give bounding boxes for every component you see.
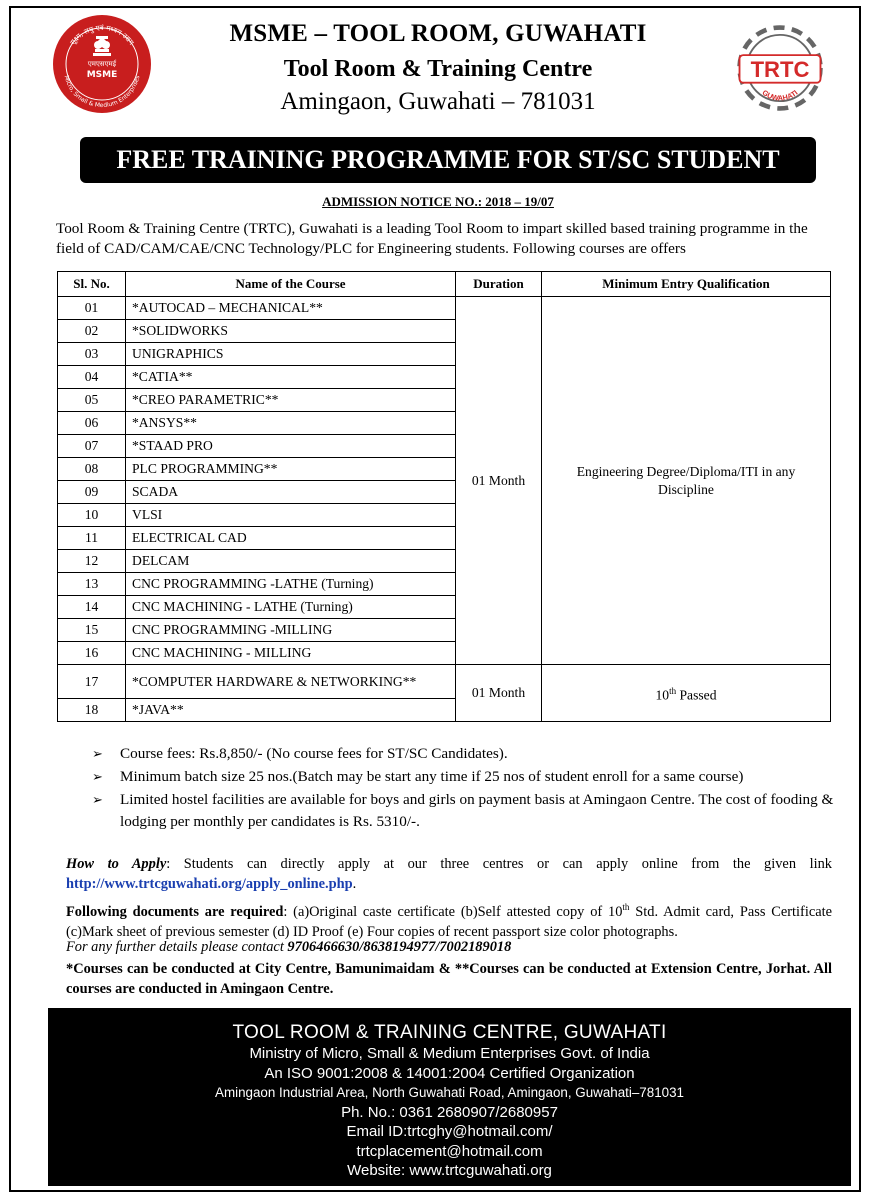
footer-email-1[interactable]: Email ID:trtcghy@hotmail.com/ (346, 1123, 553, 1140)
cell-course-name: CNC PROGRAMMING -LATHE (Turning) (126, 573, 456, 596)
contact-info: For any further details please contact 9706466630/8638194977/7002189018 (66, 939, 512, 955)
cell-course-name: *CREO PARAMETRIC** (126, 389, 456, 412)
arrow-bullet-icon: ➢ (92, 792, 103, 807)
table-row (58, 297, 831, 320)
cell-sl-no: 08 (58, 458, 126, 481)
cell-course-name: *AUTOCAD – MECHANICAL** (126, 297, 456, 320)
intro-paragraph: Tool Room & Training Centre (TRTC), Guwahati is a leading Tool Room to impart skilled based training programme in the field of CAD/CAM/CAE/CNC Technology/PLC for Engineering students. Following courses are offers (56, 220, 808, 257)
table-header-row (58, 272, 831, 297)
cell-sl-no: 16 (58, 642, 126, 665)
cell-course-name: VLSI (126, 504, 456, 527)
list-item: ➢ Course fees: Rs.8,850/- (No course fees for ST/SC Candidates). (92, 743, 837, 765)
org-title: MSME – TOOL ROOM, GUWAHATI (229, 20, 647, 47)
arrow-bullet-icon: ➢ (92, 746, 103, 761)
svg-text:एमएसएमई: एमएसएमई (87, 60, 117, 68)
cell-course-name: *COMPUTER HARDWARE & NETWORKING** (126, 665, 456, 699)
footer (48, 1008, 851, 1186)
cell-course-name: *STAAD PRO (126, 435, 456, 458)
qualification-sup: th (669, 685, 677, 696)
cell-course-name: *ANSYS** (126, 412, 456, 435)
admission-notice: ADMISSION NOTICE NO.: 2018 – 19/07 (322, 194, 554, 209)
cell-qualification (542, 665, 831, 722)
header-qualification: Minimum Entry Qualification (542, 272, 831, 297)
footer-address: Amingaon Industrial Area, North Guwahati Road, Amingaon, Guwahati–781031 (215, 1085, 684, 1100)
contact-phones: 9706466630/8638194977/7002189018 (287, 939, 512, 955)
info-bullets (92, 743, 837, 834)
how-to-apply: How to Apply: Students can directly apply at our three centres or can apply online from the given link http://www.trtcguwahati.org/apply_online.php. (66, 856, 832, 892)
cell-sl-no: 17 (58, 665, 126, 699)
cell-sl-no: 07 (58, 435, 126, 458)
header-sl-no: Sl. No. (58, 272, 126, 297)
footer-website[interactable]: Website: www.trtcguwahati.org (347, 1162, 552, 1179)
cell-sl-no: 11 (58, 527, 126, 550)
cell-sl-no: 04 (58, 366, 126, 389)
cell-sl-no: 06 (58, 412, 126, 435)
svg-text:GUWAHATI: GUWAHATI (760, 87, 800, 103)
cell-duration: 01 Month (456, 297, 542, 665)
qualification-text: 10 (655, 687, 670, 703)
footer-org: TOOL ROOM & TRAINING CENTRE, GUWAHATI (232, 1022, 667, 1043)
cell-course-name: *JAVA** (126, 699, 456, 722)
cell-sl-no: 14 (58, 596, 126, 619)
arrow-bullet-icon: ➢ (92, 769, 103, 784)
programme-banner: FREE TRAINING PROGRAMME FOR ST/SC STUDENT (80, 137, 816, 183)
footer-ministry: Ministry of Micro, Small & Medium Enterprises Govt. of India (249, 1045, 650, 1062)
cell-course-name: DELCAM (126, 550, 456, 573)
cell-sl-no: 15 (58, 619, 126, 642)
svg-text:सूक्ष्म, लघु एवं मध्यम उद्यम: सूक्ष्म, लघु एवं मध्यम उद्यम (68, 23, 136, 47)
svg-text:TRTC: TRTC (750, 57, 810, 83)
org-subtitle: Tool Room & Training Centre (283, 56, 593, 82)
centres-note: *Courses can be conducted at City Centre, Bamunimaidam & **Courses can be conducted at Extension Centre, Jorhat. All courses are conducted in Amingaon Centre. (66, 961, 832, 997)
footer-email-2[interactable]: trtcplacement@hotmail.com (356, 1142, 543, 1160)
cell-sl-no: 01 (58, 297, 126, 320)
footer-iso: An ISO 9001:2008 & 14001:2004 Certified Organization (264, 1064, 635, 1082)
cell-course-name: ELECTRICAL CAD (126, 527, 456, 550)
header-course-name: Name of the Course (126, 272, 456, 297)
cell-sl-no: 18 (58, 699, 126, 722)
cell-course-name: CNC MACHINING - LATHE (Turning) (126, 596, 456, 619)
cell-course-name: PLC PROGRAMMING** (126, 458, 456, 481)
org-address: Amingaon, Guwahati – 781031 (280, 88, 596, 115)
cell-sl-no: 02 (58, 320, 126, 343)
svg-text:Micro, Small & Medium Enterpri: Micro, Small & Medium Enterprises (62, 74, 142, 110)
cell-course-name: SCADA (126, 481, 456, 504)
list-item: ➢ Minimum batch size 25 nos.(Batch may be start any time if 25 nos of student enroll for a same course) (92, 766, 837, 788)
cell-course-name: *SOLIDWORKS (126, 320, 456, 343)
cell-course-name: *CATIA** (126, 366, 456, 389)
apply-online-link[interactable]: http://www.trtcguwahati.org/apply_online.php (66, 876, 353, 892)
cell-course-name: CNC PROGRAMMING -MILLING (126, 619, 456, 642)
cell-sl-no: 10 (58, 504, 126, 527)
cell-sl-no: 09 (58, 481, 126, 504)
cell-sl-no: 03 (58, 343, 126, 366)
cell-sl-no: 12 (58, 550, 126, 573)
cell-qualification: Engineering Degree/Diploma/ITI in any Discipline (542, 297, 831, 665)
courses-table-body (58, 297, 831, 722)
qualification-text-end: Passed (676, 687, 717, 703)
header-duration: Duration (456, 272, 542, 297)
cell-course-name: CNC MACHINING - MILLING (126, 642, 456, 665)
svg-text:MSME: MSME (86, 70, 118, 80)
footer-phone: Ph. No.: 0361 2680907/2680957 (341, 1103, 558, 1121)
cell-sl-no: 13 (58, 573, 126, 596)
documents-required: Following documents are required: (a)Original caste certificate (b)Self attested copy of 10th Std. Admit card, Pass Certificate (c)Mark sheet of previous semester (d) ID Proof (e) Four copies of recent passport size color photographs. (66, 902, 832, 940)
cell-duration: 01 Month (456, 665, 542, 722)
cell-course-name: UNIGRAPHICS (126, 343, 456, 366)
list-item: ➢ Limited hostel facilities are available for boys and girls on payment basis at Amingaon Centre. The cost of fooding & lodging per monthly per candidates is Rs. 5310/-. (92, 791, 834, 830)
table-row (58, 665, 831, 699)
courses-table (57, 271, 831, 722)
cell-sl-no: 05 (58, 389, 126, 412)
